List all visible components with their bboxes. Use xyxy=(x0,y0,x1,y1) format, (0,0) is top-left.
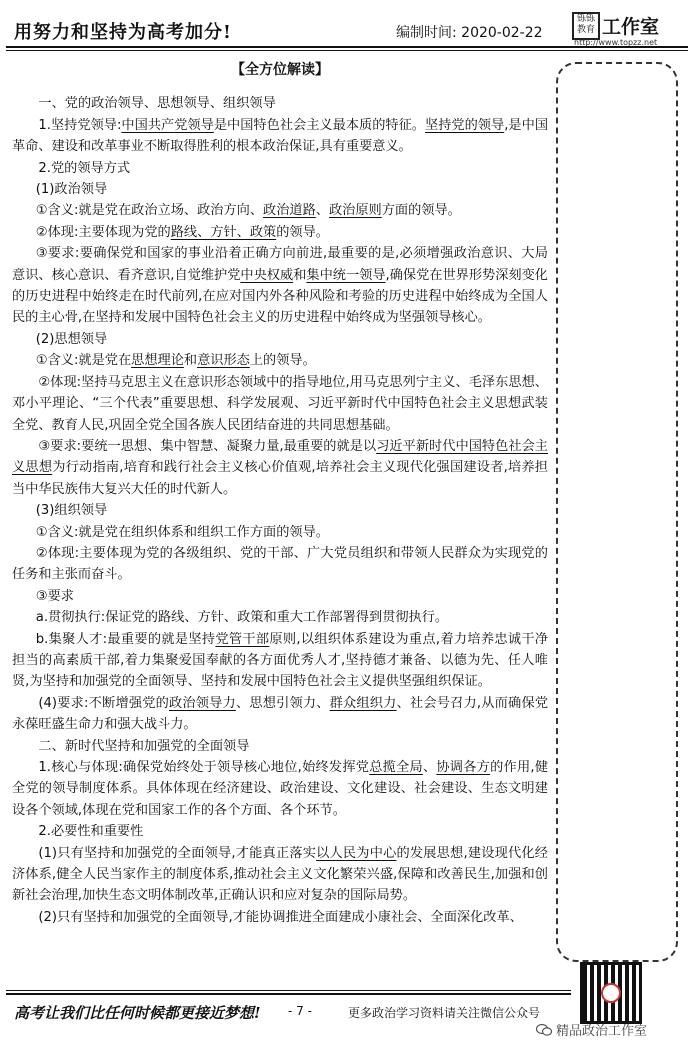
paragraph: ③要求:要确保党和国家的事业沿着正确方向前进,最重要的是,必须增强政治意识、大局意识、核心意识、看齐意识,自觉维护党中央权威和集中统一领导,确保党在世界形势深刻变化的历史进程中始终走在时代前列,在应对国内外各种风险和考验的历史进程中始终成为全国人民的主心骨,在坚持和发展中国特色社会主义的历史进程中始终成为坚强领导核心。 xyxy=(12,246,548,326)
underlined-term: 党管干部 xyxy=(215,631,270,647)
footer-slogan: 高考让我们比任何时候都更接近梦想! xyxy=(14,1004,261,1022)
subheading: ③要求 xyxy=(35,588,74,604)
subheading: (1)政治领导 xyxy=(35,182,108,198)
underlined-term: 以人民为中心 xyxy=(316,845,397,861)
paragraph: ①含义:就是党在组织体系和组织工作方面的领导。 xyxy=(35,524,329,540)
page-footer xyxy=(6,990,688,1050)
subheading: (3)组织领导 xyxy=(35,503,108,519)
underlined-term: 协调各方 xyxy=(436,760,491,775)
watermark xyxy=(536,1020,647,1039)
header-rule xyxy=(6,46,688,48)
paragraph: (2)只有坚持和加强党的全面领导,才能协调推进全面建成小康社会、全面深化改革、 xyxy=(38,909,523,925)
paragraph: a.贯彻执行:保证党的路线、方针、政策和重大工作部署得到贯彻执行。 xyxy=(35,610,449,626)
date-value: 2020-02-22 xyxy=(461,25,543,41)
paragraph: ③要求:要统一思想、集中智慧、凝聚力量,最重要的就是以习近平新时代中国特色社会主义思想为行动指南,培育和践行社会主义核心价值观,培养社会主义现代化强国建设者,培养担当中华民族伟大复兴大任的时代新人。 xyxy=(12,438,548,497)
paragraph: 1.坚持党领导:中国共产党领导是中国特色社会主义最本质的特征。坚持党的领导,是中国革命、建设和改革事业不断取得胜利的根本政治保证,具有重要意义。 xyxy=(12,117,549,155)
underlined-term: 政治原则 xyxy=(328,203,382,219)
compile-date xyxy=(396,22,543,42)
qr-code-icon xyxy=(580,962,642,1024)
qr-seal-icon xyxy=(601,983,621,1003)
paragraph: ②体现:主要体现为党的路线、方针、政策的领导。 xyxy=(35,224,329,240)
underlined-term: 集中统一领导 xyxy=(306,267,386,283)
underlined-term: 习近平新时代中国特色社会主义思想 xyxy=(12,438,548,476)
underlined-term: 中央权威 xyxy=(240,267,294,283)
underlined-term: 中国共产党领导 xyxy=(121,117,214,133)
heading-2: 二、新时代坚持和加强党的全面领导 xyxy=(38,738,250,754)
studio-logo xyxy=(572,10,684,46)
underlined-term: 政治道路 xyxy=(263,203,316,219)
subheading: 2.党的领导方式 xyxy=(38,160,131,176)
paragraph: (1)只有坚持和加强党的全面领导,才能真正落实以人民为中心的发展思想,建设现代化经济体系,健全人民当家作主的制度体系,推动社会主义文化繁荣兴盛,保障和改善民生,加强和创新社会治理,加快生态文明体制改革,正确认识和应对复杂的国际局势。 xyxy=(12,845,548,904)
paragraph: ①含义:就是党在政治立场、政治方向、政治道路、政治原则方面的领导。 xyxy=(35,203,461,219)
subheading: 2.必要性和重要性 xyxy=(38,824,144,840)
underlined-term: 群众组织力 xyxy=(329,695,397,711)
document-body xyxy=(12,58,548,928)
page-header xyxy=(6,6,688,46)
date-label: 编制时间: xyxy=(396,25,457,41)
underlined-term: 意识形态 xyxy=(197,353,250,369)
underlined-term: 路线、方针、政策 xyxy=(170,224,277,240)
wechat-icon xyxy=(536,1024,552,1036)
paragraph: ②体现:坚持马克思主义在意识形态领域中的指导地位,用马克思列宁主义、毛泽东思想、邓小平理论、“三个代表”重要思想、科学发展观、习近平新时代中国特色社会主义思想武装全党、教育人民,巩固全党全国各族人民团结奋进的共同思想基础。 xyxy=(12,374,548,433)
footer-rule xyxy=(6,990,571,991)
page-number: - 7 - xyxy=(288,1004,312,1018)
logo-url: http://www.topzz.net xyxy=(574,38,658,47)
heading-1: 一、党的政治领导、思想领导、组织领导 xyxy=(38,96,276,112)
footer-note: 更多政治学习资料请关注微信公众号 xyxy=(348,1006,541,1020)
underlined-term: 坚持党的领导 xyxy=(425,117,505,133)
underlined-term: 政治领导力 xyxy=(169,695,236,711)
logo-name: 工作室 xyxy=(602,16,660,38)
subheading: (2)思想领导 xyxy=(35,331,108,347)
watermark-text: 精品政治工作室 xyxy=(556,1024,648,1039)
notes-margin-box xyxy=(556,62,678,962)
header-slogan: 用努力和坚持为高考加分! xyxy=(14,22,232,43)
paragraph: b.集聚人才:最重要的就是坚持党管干部原则,以组织体系建设为重点,着力培养忠诚干净担当的高素质干部,着力集聚爱国奉献的各方面优秀人才,坚持德才兼备、以德为先、任人唯贤,为坚持和加强党的全面领导、坚持和发展中国特色社会主义提供坚强组织保证。 xyxy=(12,631,549,690)
section-title: 【全方位解读】 xyxy=(231,62,329,78)
underlined-term: 思想理论 xyxy=(131,353,184,369)
paragraph: (4)要求:不断增强党的政治领导力、思想引领力、群众组织力、社会号召力,从而确保党永葆旺盛生命力和强大战斗力。 xyxy=(12,695,549,733)
paragraph: 1.核心与体现:确保党始终处于领导核心地位,始终发挥党总揽全局、协调各方的作用,健全党的领导制度体系。具体体现在经济建设、政治建设、文化建设、社会建设、生态文明建设各个领域,体现在党和国家工作的各个方面、各个环节。 xyxy=(12,760,549,818)
footer-rule-thick xyxy=(6,993,571,995)
logo-mark: 铄铄 教育 xyxy=(572,12,600,40)
header-rule-thin xyxy=(6,50,688,51)
paragraph: ①含义:就是党在思想理论和意识形态上的领导。 xyxy=(35,353,316,369)
underlined-term: 总揽全局 xyxy=(369,760,423,775)
paragraph: ②体现:主要体现为党的各级组织、党的干部、广大党员组织和带领人民群众为实现党的任务和主张而奋斗。 xyxy=(12,545,548,583)
